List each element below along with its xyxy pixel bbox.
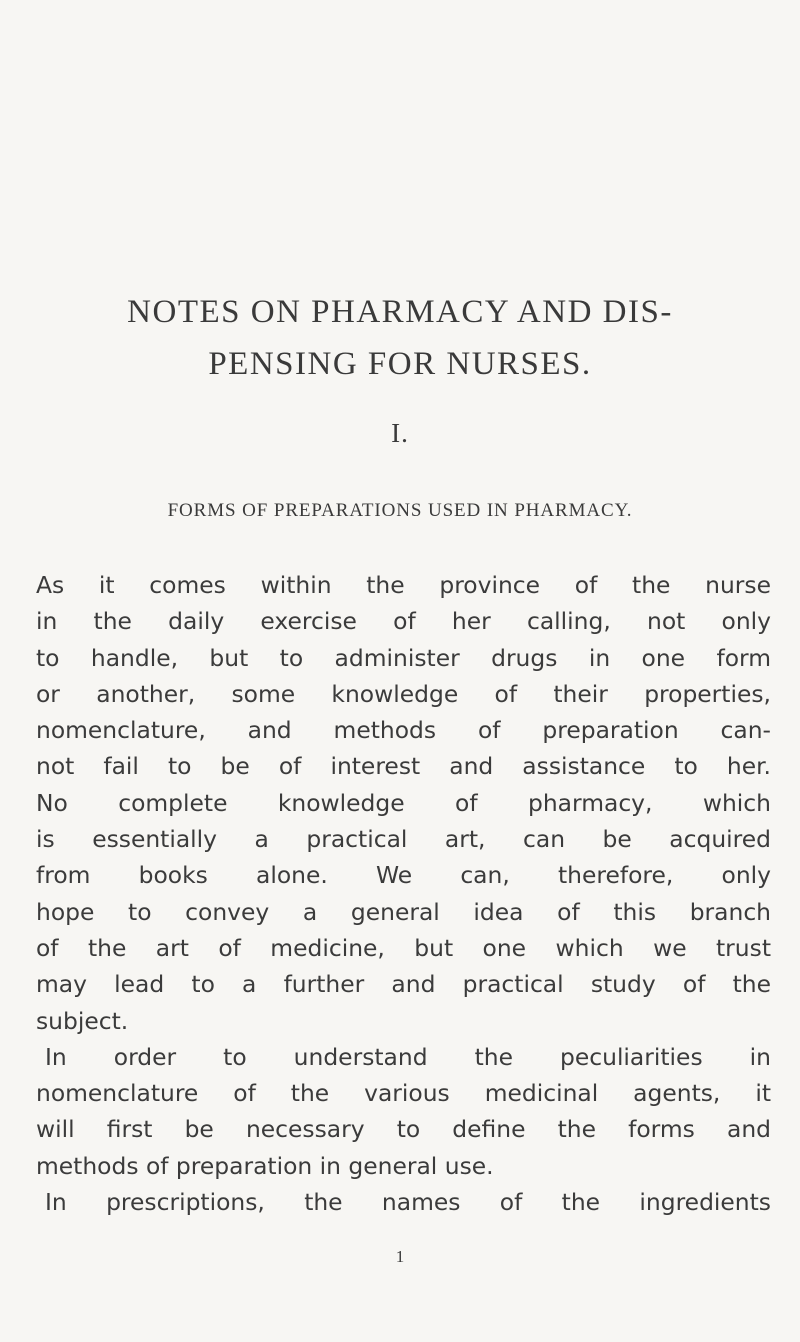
body-line: or another, some knowledge of their properties, — [36, 679, 771, 708]
body-line: As it comes within the province of the nurse — [36, 571, 771, 599]
body-text — [36, 567, 771, 1220]
body-line: from books alone. We can, therefore, only — [36, 861, 771, 890]
body-line: nomenclature of the various medicinal agents, it — [36, 1079, 771, 1108]
body-line: No complete knowledge of pharmacy, which — [36, 788, 771, 817]
body-line: not fail to be of interest and assistance to her. — [36, 752, 771, 781]
chapter-title: FORMS OF PREPARATIONS USED IN PHARMACY. — [167, 500, 633, 521]
body-line: subject. — [36, 1006, 129, 1035]
body-line: is essentially a practical art, can be acquired — [36, 825, 771, 854]
body-line: hope to convey a general idea of this branch — [36, 897, 771, 926]
body-line: methods of preparation in general use. — [36, 1151, 494, 1180]
page-title — [30, 286, 770, 390]
page-number: 1 — [395, 1247, 405, 1266]
body-line: will first be necessary to define the forms and — [36, 1115, 771, 1144]
body-line: of the art of medicine, but one which we trust — [36, 933, 771, 962]
body-line: nomenclature, and methods of preparation can- — [36, 716, 771, 745]
body-line: to handle, but to administer drugs in one form — [36, 643, 771, 672]
title-line-2: PENSING FOR NURSES. — [208, 346, 592, 382]
body-line: In prescriptions, the names of the ingredients — [45, 1188, 771, 1217]
chapter-number: I. — [391, 418, 409, 448]
body-line: In order to understand the peculiarities in — [45, 1042, 771, 1071]
body-line: may lead to a further and practical study of the — [36, 970, 771, 999]
title-line-1: NOTES ON PHARMACY AND DIS- — [127, 294, 673, 330]
body-line: in the daily exercise of her calling, not only — [36, 607, 771, 636]
